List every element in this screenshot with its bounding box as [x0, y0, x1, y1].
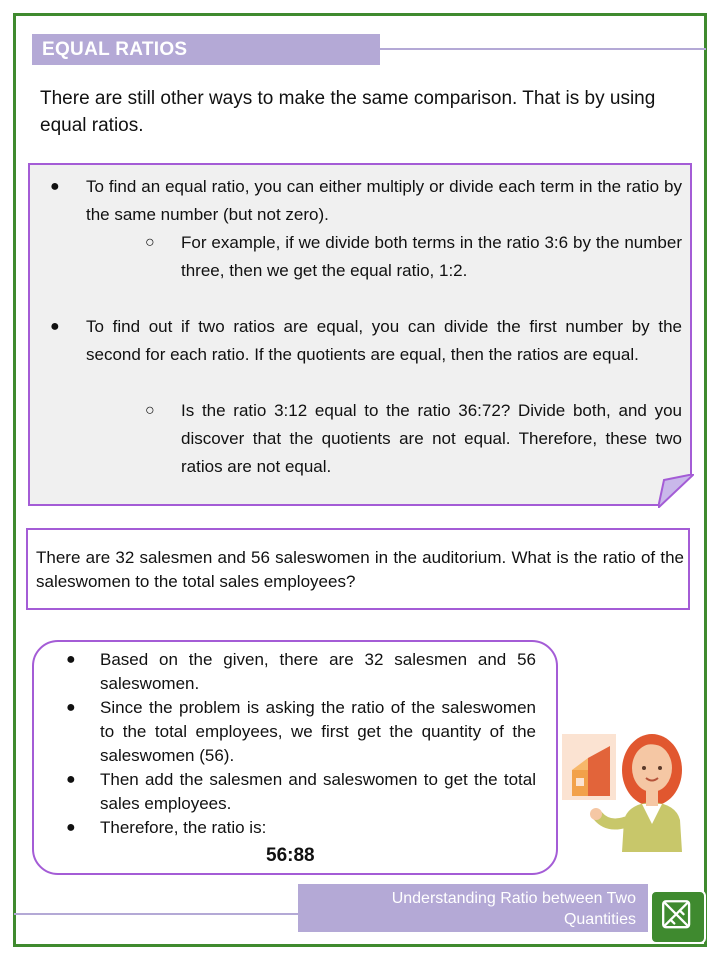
teacher-presenting-icon — [562, 728, 692, 852]
answer-ratio: 56:88 — [266, 845, 315, 866]
bullet-icon: ● — [66, 771, 76, 788]
section-title: EQUAL RATIOS — [42, 39, 188, 60]
sub-bullet-icon: ○ — [145, 234, 155, 251]
solution-bullet-4: Therefore, the ratio is: — [100, 818, 267, 837]
problem-text: There are 32 salesmen and 56 saleswomen in the auditorium. What is the ratio of the saleswomen to the total sales employees? — [36, 548, 684, 591]
bullet-icon: ● — [50, 178, 60, 195]
rule-sub-bullet-2: Is the ratio 3:12 equal to the ratio 36:72? Divide both, and you discover that the quotients are not equal. Therefore, these two ratios are not equal. — [181, 401, 682, 476]
solution-bullet-1: Based on the given, there are 32 salesmen and 56 saleswomen. — [100, 650, 536, 693]
rule-sub-bullet-1: For example, if we divide both terms in the ratio 3:6 by the number three, then we get the equal ratio, 1:2. — [181, 233, 682, 280]
footer-title-box — [298, 884, 648, 932]
problem-box — [26, 528, 690, 610]
footer-divider — [14, 913, 298, 915]
sub-bullet-icon: ○ — [145, 402, 155, 419]
bullet-icon: ● — [66, 651, 76, 668]
rule-bullet-1: To find an equal ratio, you can either multiply or divide each term in the ratio by the same number (but not zero). — [86, 177, 682, 224]
footer-title: Understanding Ratio between Two Quantities — [391, 890, 636, 928]
pencil-ruler-icon — [652, 892, 704, 942]
section-header — [32, 34, 380, 65]
solution-bullet-2: Since the problem is asking the ratio of the saleswomen to the total employees, we first get the quantity of the saleswomen (56). — [100, 698, 536, 765]
bullet-icon: ● — [50, 318, 60, 335]
solution-bullet-3: Then add the salesmen and saleswomen to get the total sales employees. — [100, 770, 536, 813]
logo-box — [650, 890, 706, 944]
intro-paragraph: There are still other ways to make the same comparison. That is by using equal ratios. — [40, 88, 656, 136]
rule-bullet-2: To find out if two ratios are equal, you can divide the first number by the second for each ratio. If the quotients are equal, then the ratios are equal. — [86, 317, 682, 364]
header-divider — [380, 48, 706, 50]
bullet-icon: ● — [66, 699, 76, 716]
bullet-icon: ● — [66, 819, 76, 836]
